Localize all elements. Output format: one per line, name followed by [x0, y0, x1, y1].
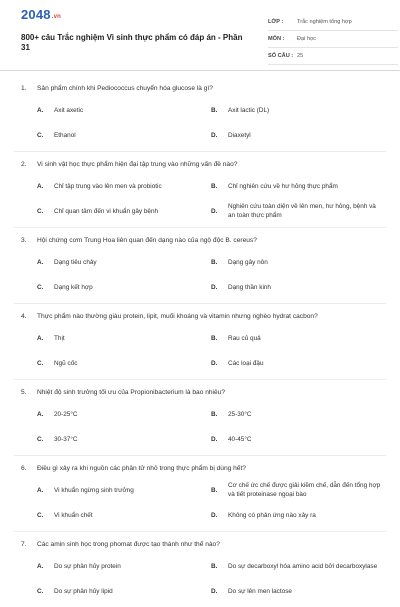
question-prompt: Sản phẩm chính khi Pediococcus chuyển hóa glucose là gì? [37, 85, 213, 92]
option-c[interactable] [37, 582, 207, 600]
option-letter: C. [37, 207, 44, 215]
logo-main: 2048 [21, 7, 51, 22]
option-letter: A. [37, 258, 44, 266]
page-title: 800+ câu Trắc nghiệm Vi sinh thực phẩm có đáp án - Phần 31 [21, 33, 243, 52]
option-text: Các loại đậu [228, 359, 264, 367]
option-letter: B. [211, 258, 218, 266]
question-prompt: Thực phẩm nào thường giàu protein, lipit, muối khoáng và vitamin nhưng nghèo hydrat cacbon? [37, 313, 318, 320]
option-letter: A. [37, 562, 44, 570]
question-text [21, 313, 318, 320]
option-text: Dạng tiêu chảy [54, 258, 97, 266]
question-number: 6. [21, 465, 27, 472]
option-b[interactable] [211, 557, 381, 575]
option-letter: D. [211, 511, 218, 519]
question-list [14, 76, 386, 607]
option-text: 30-37°C [54, 435, 78, 443]
option-text: Vi khuẩn ngừng sinh trưởng [54, 486, 134, 494]
meta-row-count [268, 48, 398, 65]
question-text [21, 161, 237, 168]
question-text [21, 237, 257, 244]
question-3 [14, 228, 386, 304]
option-d[interactable] [211, 126, 381, 144]
meta-key: LỚP : [268, 19, 284, 25]
option-letter: D. [211, 283, 218, 291]
option-text: Axit lactic (DL) [228, 106, 270, 114]
option-letter: C. [37, 587, 44, 595]
option-text: Rau củ quả [228, 334, 261, 342]
option-text: Do sự phân hủy protein [54, 562, 121, 570]
option-d[interactable] [211, 354, 381, 372]
option-text: 20-25°C [54, 410, 78, 418]
option-letter: B. [211, 562, 218, 570]
question-text [21, 541, 220, 548]
question-prompt: Hội chứng cơm Trung Hoa liên quan đến dạng nào của ngộ độc B. cereus? [37, 237, 257, 244]
question-1 [14, 76, 386, 152]
option-b[interactable] [211, 253, 381, 271]
question-7 [14, 532, 386, 607]
option-letter: C. [37, 435, 44, 443]
option-b[interactable] [211, 481, 381, 499]
option-a[interactable] [37, 177, 207, 195]
page-header [14, 0, 386, 66]
option-d[interactable] [211, 506, 381, 524]
question-number: 2. [21, 161, 27, 168]
option-text: Diaxetyl [228, 131, 251, 139]
option-d[interactable] [211, 582, 381, 600]
option-a[interactable] [37, 329, 207, 347]
option-a[interactable] [37, 405, 207, 423]
meta-value: Đại học [297, 36, 316, 42]
option-text: Không có phản ứng nào xảy ra [228, 511, 316, 519]
question-prompt: Vi sinh vật học thực phẩm hiện đại tập trung vào những vấn đề nào? [37, 161, 238, 168]
question-text [21, 389, 225, 396]
meta-row-subject [268, 31, 398, 48]
option-letter: A. [37, 182, 44, 190]
meta-key: MÔN : [268, 36, 285, 42]
option-text: Dạng kết hợp [54, 283, 93, 291]
option-text: 25-30°C [228, 410, 252, 418]
question-text [21, 85, 213, 92]
question-number: 4. [21, 313, 27, 320]
option-letter: A. [37, 334, 44, 342]
option-letter: A. [37, 410, 44, 418]
option-text: Do sự phân hủy lipid [54, 587, 113, 595]
option-c[interactable] [37, 126, 207, 144]
quiz-meta [268, 14, 398, 65]
option-a[interactable] [37, 253, 207, 271]
option-letter: D. [211, 207, 218, 215]
question-number: 7. [21, 541, 27, 548]
question-6 [14, 456, 386, 532]
logo-suffix: .vn [51, 14, 62, 20]
option-a[interactable] [37, 557, 207, 575]
question-4 [14, 304, 386, 380]
option-letter: A. [37, 486, 44, 494]
question-number: 3. [21, 237, 27, 244]
option-letter: C. [37, 131, 44, 139]
option-text: Thịt [54, 334, 65, 342]
option-text: Ngũ cốc [54, 359, 78, 367]
option-letter: B. [211, 106, 218, 114]
option-letter: D. [211, 359, 218, 367]
question-prompt: Các amin sinh học trong phomat được tạo thành như thế nào? [37, 541, 220, 548]
option-text: Do sự decarboxyl hóa amino acid bởi decarboxylase [228, 562, 378, 570]
option-a[interactable] [37, 101, 207, 119]
question-text [21, 465, 246, 472]
option-letter: D. [211, 131, 218, 139]
option-letter: B. [211, 410, 218, 418]
question-5 [14, 380, 386, 456]
option-letter: D. [211, 435, 218, 443]
meta-value: 25 [297, 53, 304, 59]
option-letter: B. [211, 486, 218, 494]
option-text: Nghiên cứu toàn diện về lên men, hư hỏng, bệnh và an toàn thực phẩm [228, 203, 376, 219]
option-text: Axit axetic [54, 106, 84, 114]
option-b[interactable] [211, 329, 381, 347]
option-a[interactable] [37, 481, 207, 499]
option-text: Dạng gây nôn [228, 258, 268, 266]
option-text: Chỉ quan tâm đến vi khuẩn gây bệnh [54, 207, 159, 215]
option-letter: D. [211, 587, 218, 595]
option-d[interactable] [211, 430, 381, 448]
option-d[interactable] [211, 202, 381, 220]
option-text: Dạng thần kinh [228, 283, 271, 291]
option-d[interactable] [211, 278, 381, 296]
meta-row-class [268, 14, 398, 31]
option-c[interactable] [37, 506, 207, 524]
option-letter: C. [37, 511, 44, 519]
question-prompt: Điều gì xảy ra khi nguồn các phân tử nhỏ trong thực phẩm bị dùng hết? [37, 465, 246, 472]
option-c[interactable] [37, 202, 207, 220]
header-divider [0, 70, 400, 71]
meta-value: Trắc nghiệm tổng hợp [297, 19, 352, 25]
option-letter: A. [37, 106, 44, 114]
option-text: Ethanol [54, 131, 76, 139]
meta-key: SỐ CÂU : [268, 53, 294, 59]
option-b[interactable] [211, 177, 381, 195]
option-letter: B. [211, 182, 218, 190]
option-b[interactable] [211, 101, 381, 119]
option-text: Chỉ tập trung vào lên men và probiotic [54, 182, 162, 190]
option-text: Chỉ nghiên cứu về hư hỏng thực phẩm [228, 182, 338, 190]
option-c[interactable] [37, 278, 207, 296]
question-2 [14, 152, 386, 228]
option-letter: C. [37, 283, 44, 291]
option-c[interactable] [37, 354, 207, 372]
option-text: Vi khuẩn chết [54, 511, 93, 519]
option-letter: C. [37, 359, 44, 367]
question-number: 1. [21, 85, 27, 92]
option-b[interactable] [211, 405, 381, 423]
option-text: Do sự lên men lactose [228, 587, 292, 595]
option-text: Cơ chế ức chế được giải kiềm chế, dẫn đến tổng hợp và tiết proteinase ngoại bào [228, 482, 381, 498]
option-c[interactable] [37, 430, 207, 448]
question-prompt: Nhiệt độ sinh trưởng tối ưu của Propionibacterium là bao nhiêu? [37, 389, 225, 396]
option-text: 40-45°C [228, 435, 252, 443]
option-letter: B. [211, 334, 218, 342]
site-logo[interactable] [21, 7, 61, 22]
question-number: 5. [21, 389, 27, 396]
